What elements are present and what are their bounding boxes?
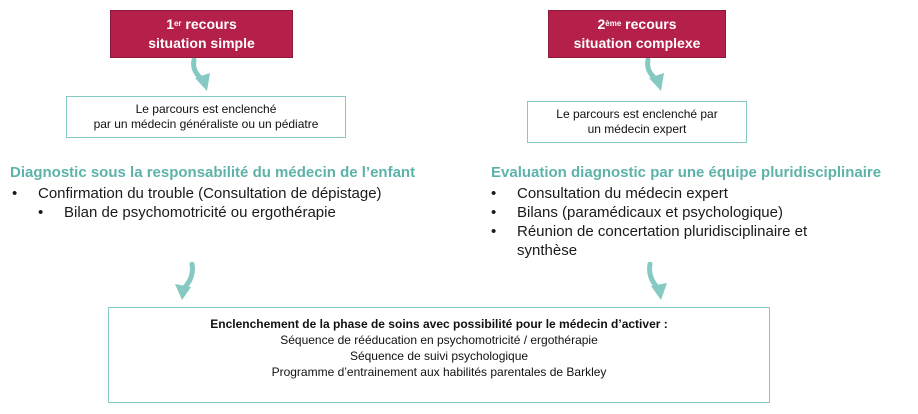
first-recourse-label: recours: [181, 16, 237, 32]
list-item-text: Confirmation du trouble (Consultation de dépistage): [38, 185, 382, 202]
second-recourse-box: [548, 10, 726, 58]
pathway-text-line: Le parcours est enclenché par: [556, 107, 718, 121]
right-section-heading: Evaluation diagnostic par une équipe pluridisciplinaire: [491, 164, 882, 181]
second-recourse-suffix: ème: [605, 19, 622, 28]
general-practitioner-pathway-box: [66, 96, 346, 138]
curved-down-arrow-icon: [644, 262, 674, 302]
bullet-icon: •: [491, 223, 497, 240]
left-bullet-list: [12, 184, 442, 222]
first-recourse-number: 1: [166, 16, 174, 32]
list-item-text: Bilans (paramédicaux et psychologique): [517, 204, 783, 221]
bullet-icon: •: [12, 185, 18, 202]
pathway-text-line: un médecin expert: [587, 122, 687, 136]
curved-down-arrow-icon: [170, 262, 200, 302]
list-item-text: Consultation du médecin expert: [517, 185, 728, 202]
bullet-icon: •: [38, 204, 44, 221]
list-item: [38, 203, 442, 222]
pathway-text-line: Le parcours est enclenché: [135, 102, 277, 116]
list-item: [491, 222, 857, 260]
care-phase-box: [108, 307, 770, 403]
second-recourse-title: [597, 15, 676, 34]
pathway-text-line: par un médecin généraliste ou un pédiatre: [93, 117, 319, 131]
list-item: [12, 184, 442, 203]
first-recourse-box: [110, 10, 293, 58]
bullet-icon: •: [491, 185, 497, 202]
list-item: [491, 203, 871, 222]
curved-down-arrow-icon: [642, 58, 672, 94]
care-phase-line: Séquence de rééducation en psychomotricité / ergothérapie: [280, 333, 598, 347]
second-recourse-label: recours: [621, 16, 677, 32]
care-phase-title: Enclenchement de la phase de soins avec possibilité pour le médecin d’activer :: [210, 317, 668, 331]
first-recourse-subtitle: situation simple: [148, 35, 255, 51]
list-item: [491, 184, 871, 203]
curved-down-arrow-icon: [188, 58, 218, 94]
list-item-text: Réunion de concertation pluridisciplinaire et synthèse: [517, 223, 808, 259]
care-phase-line: Séquence de suivi psychologique: [349, 349, 529, 363]
expert-pathway-box: [527, 101, 747, 143]
care-phase-line: Programme d’entrainement aux habilités parentales de Barkley: [271, 365, 607, 379]
bullet-icon: •: [491, 204, 497, 221]
right-bullet-list: [491, 184, 871, 260]
left-section-heading: Diagnostic sous la responsabilité du médecin de l’enfant: [10, 164, 416, 181]
second-recourse-subtitle: situation complexe: [573, 35, 701, 51]
second-recourse-number: 2: [597, 16, 606, 32]
first-recourse-suffix: er: [173, 19, 182, 28]
list-item-text: Bilan de psychomotricité ou ergothérapie: [64, 204, 336, 221]
first-recourse-title: [166, 15, 237, 34]
